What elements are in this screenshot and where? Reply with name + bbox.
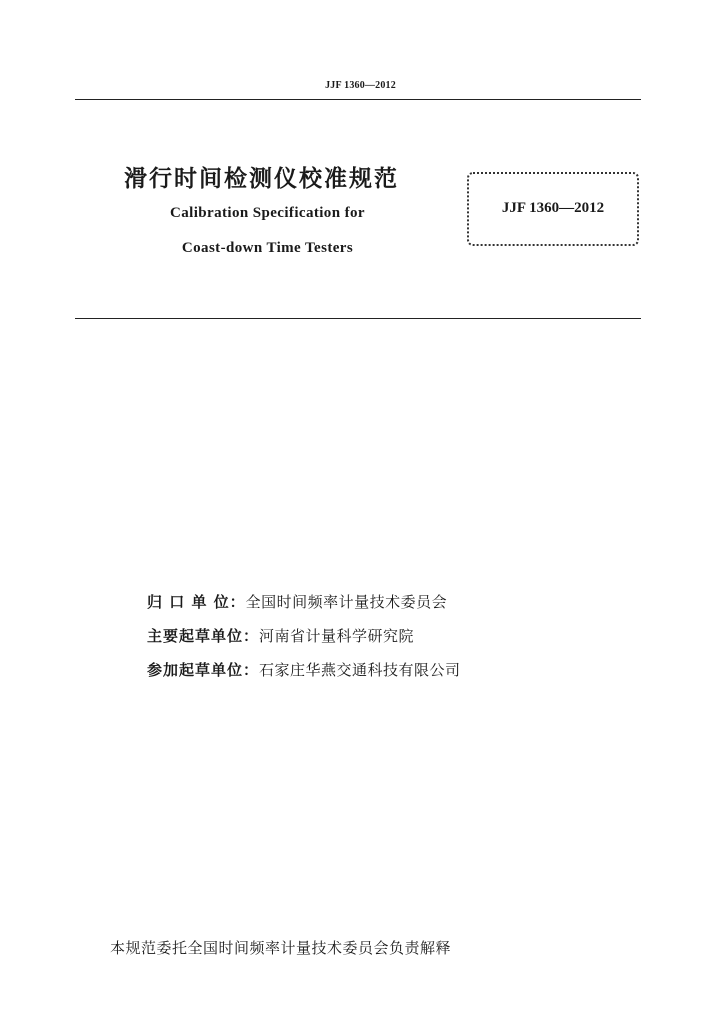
unit-label: 参加起草单位： bbox=[147, 661, 260, 679]
unit-value: 全国时间频率计量技术委员会 bbox=[245, 593, 448, 611]
header-standard-code: JJF 1360—2012 bbox=[325, 80, 396, 91]
middle-divider bbox=[75, 318, 641, 319]
standard-code-box-text: JJF 1360—2012 bbox=[501, 200, 605, 216]
title-english-line1: Calibration Specification for bbox=[170, 205, 365, 221]
unit-row-participating-drafting bbox=[147, 659, 461, 681]
unit-label: 主要起草单位： bbox=[147, 627, 260, 645]
top-divider bbox=[75, 99, 641, 100]
unit-value: 石家庄华燕交通科技有限公司 bbox=[259, 661, 461, 679]
unit-row-main-drafting bbox=[147, 625, 414, 647]
unit-value: 河南省计量科学研究院 bbox=[259, 627, 415, 645]
title-english-line2: Coast-down Time Testers bbox=[181, 240, 354, 256]
unit-label: 归 口 单 位： bbox=[147, 593, 246, 611]
unit-row-responsible bbox=[147, 591, 447, 613]
title-chinese: 滑行时间检测仪校准规范 bbox=[124, 166, 399, 192]
footer-interpretation-note: 本规范委托全国时间频率计量技术委员会负责解释 bbox=[110, 939, 452, 957]
